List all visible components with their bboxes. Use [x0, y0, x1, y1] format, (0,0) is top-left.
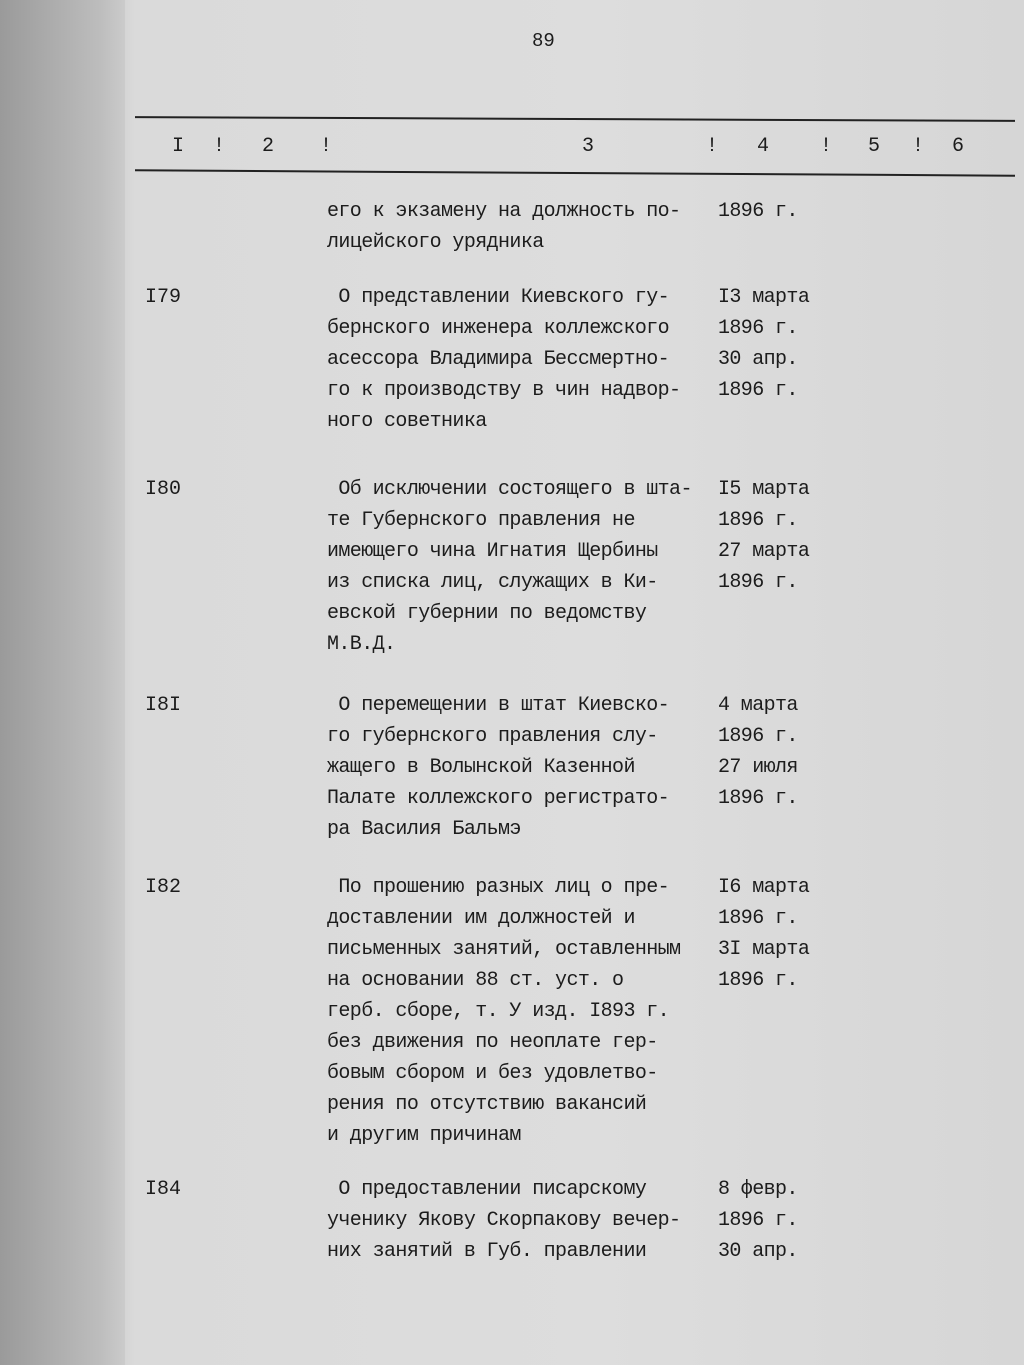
- table-row: [0, 876, 1024, 1155]
- header-col-1: I: [172, 135, 185, 158]
- header-col-2: 2: [262, 135, 275, 158]
- entry-line: [0, 1209, 1024, 1240]
- entry-line: [0, 818, 1024, 849]
- entry-description: без движения по неоплате гер-: [327, 1031, 658, 1054]
- table-header-rule: [135, 169, 1015, 176]
- entry-line: [0, 633, 1024, 664]
- table-row: [0, 478, 1024, 664]
- entry-line: [0, 969, 1024, 1000]
- entry-description: бовым сбором и без удовлетво-: [327, 1062, 658, 1085]
- entry-line: [0, 540, 1024, 571]
- entry-number: I82: [145, 876, 182, 899]
- header-col-6: 6: [952, 135, 965, 158]
- entry-date: 1896 г.: [718, 1209, 798, 1232]
- entry-line: [0, 602, 1024, 633]
- entry-line: [0, 756, 1024, 787]
- entry-line: [0, 938, 1024, 969]
- entry-line: [0, 725, 1024, 756]
- entry-line: [0, 787, 1024, 818]
- entry-description: го губернского правления слу-: [327, 725, 658, 748]
- entry-description: лицейского урядника: [327, 231, 544, 254]
- entry-date: I3 марта: [718, 286, 810, 309]
- entry-line: [0, 1178, 1024, 1209]
- entry-date: 27 марта: [718, 540, 810, 563]
- entry-line: [0, 1000, 1024, 1031]
- entry-date: 1896 г.: [718, 379, 798, 402]
- entry-description: из списка лиц, служащих в Ки-: [327, 571, 658, 594]
- entry-date: 1896 г.: [718, 317, 798, 340]
- entry-date: 30 апр.: [718, 348, 798, 371]
- entry-line: [0, 478, 1024, 509]
- entry-line: [0, 1062, 1024, 1093]
- entry-description: ного советника: [327, 410, 487, 433]
- entry-description: евской губернии по ведомству: [327, 602, 647, 625]
- entry-date: 1896 г.: [718, 509, 798, 532]
- entry-description: О представлении Киевского гу-: [327, 286, 670, 309]
- entry-description: Палате коллежского регистрато-: [327, 787, 670, 810]
- entry-date: 1896 г.: [718, 969, 798, 992]
- entry-line: [0, 876, 1024, 907]
- header-sep: !: [320, 135, 333, 158]
- entry-date: I6 марта: [718, 876, 810, 899]
- entry-description: те Губернского правления не: [327, 509, 635, 532]
- entry-line: [0, 571, 1024, 602]
- entry-description: на основании 88 ст. уст. о: [327, 969, 624, 992]
- entry-line: [0, 1031, 1024, 1062]
- entry-description: бернского инженера коллежского: [327, 317, 670, 340]
- entry-line: [0, 200, 1024, 231]
- entry-date: 1896 г.: [718, 571, 798, 594]
- entry-date: 1896 г.: [718, 200, 798, 223]
- table-top-rule: [135, 116, 1015, 122]
- entry-line: [0, 1124, 1024, 1155]
- entry-line: [0, 509, 1024, 540]
- entry-date: 1896 г.: [718, 787, 798, 810]
- entry-description: М.В.Д.: [327, 633, 396, 656]
- entry-date: 30 апр.: [718, 1240, 798, 1263]
- entry-description: О предоставлении писарскому: [327, 1178, 647, 1201]
- header-col-3: 3: [582, 135, 595, 158]
- entry-line: [0, 1093, 1024, 1124]
- page-number: 89: [532, 30, 555, 52]
- entry-number: I84: [145, 1178, 182, 1201]
- entry-date: 3I марта: [718, 938, 810, 961]
- header-col-4: 4: [757, 135, 770, 158]
- entry-line: [0, 907, 1024, 938]
- table-row: [0, 694, 1024, 849]
- header-sep: !: [213, 135, 226, 158]
- entry-date: I5 марта: [718, 478, 810, 501]
- entry-date: 27 июля: [718, 756, 798, 779]
- entry-description: ученику Якову Скорпакову вечер-: [327, 1209, 681, 1232]
- entry-line: [0, 1240, 1024, 1271]
- entry-description: ра Василия Бальмэ: [327, 818, 521, 841]
- entry-description: его к экзамену на должность по-: [327, 200, 681, 223]
- entry-description: герб. сборе, т. У изд. I893 г.: [327, 1000, 670, 1023]
- header-col-5: 5: [868, 135, 881, 158]
- header-sep: !: [912, 135, 925, 158]
- entry-line: [0, 286, 1024, 317]
- table-row: [0, 1178, 1024, 1271]
- entry-number: I80: [145, 478, 182, 501]
- entry-date: 1896 г.: [718, 907, 798, 930]
- entry-number: I79: [145, 286, 182, 309]
- table-row: [0, 286, 1024, 441]
- entry-description: доставлении им должностей и: [327, 907, 635, 930]
- entry-line: [0, 379, 1024, 410]
- entry-description: и другим причинам: [327, 1124, 521, 1147]
- entry-description: рения по отсутствию вакансий: [327, 1093, 647, 1116]
- entry-description: них занятий в Губ. правлении: [327, 1240, 647, 1263]
- entry-line: [0, 317, 1024, 348]
- entry-description: Об исключении состоящего в шта-: [327, 478, 692, 501]
- entry-line: [0, 694, 1024, 725]
- entry-description: письменных занятий, оставленным: [327, 938, 681, 961]
- header-sep: !: [706, 135, 719, 158]
- entry-description: имеющего чина Игнатия Щербины: [327, 540, 658, 563]
- entry-line: [0, 410, 1024, 441]
- entry-number: I8I: [145, 694, 182, 717]
- entry-description: О перемещении в штат Киевско-: [327, 694, 670, 717]
- entry-description: го к производству в чин надвор-: [327, 379, 681, 402]
- entry-date: 8 февр.: [718, 1178, 798, 1201]
- entry-line: [0, 348, 1024, 379]
- entry-date: 4 марта: [718, 694, 798, 717]
- entry-description: По прошению разных лиц о пре-: [327, 876, 670, 899]
- table-row: [0, 200, 1024, 262]
- header-sep: !: [820, 135, 833, 158]
- entry-description: жащего в Волынской Казенной: [327, 756, 635, 779]
- entry-description: асессора Владимира Бессмертно-: [327, 348, 670, 371]
- entry-date: 1896 г.: [718, 725, 798, 748]
- entry-line: [0, 231, 1024, 262]
